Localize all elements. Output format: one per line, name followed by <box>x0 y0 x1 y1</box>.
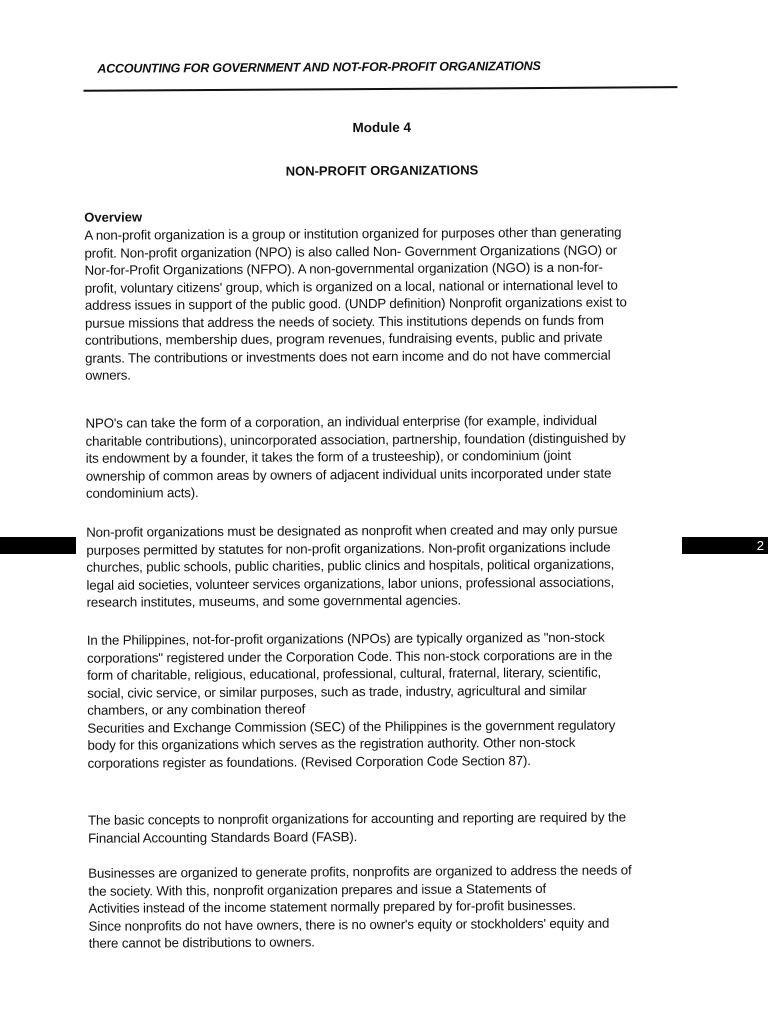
paragraph-definition <box>84 223 681 384</box>
text-line: Businesses are organized to generate profits, nonprofits are organized to address the needs of <box>88 862 632 881</box>
text-line: corporations register as foundations. (Revised Corporation Code Section 87). <box>87 752 531 771</box>
paragraph-fasb <box>88 808 684 847</box>
text-line: churches, public schools, public charities, public clinics and hospitals, political organizations, <box>86 556 615 575</box>
paragraph-forms <box>85 411 682 502</box>
text-line: address issues in support of the public good. (UNDP definition) Nonprofit organizations exist to <box>84 294 627 313</box>
text-line: social, civic service, or similar purposes, such as trade, industry, agricultural and similar <box>87 682 587 701</box>
text-line: Non-profit organizations must be designated as nonprofit when created and may only pursue <box>86 521 618 540</box>
text-line: NPO's can take the form of a corporation, an individual enterprise (for example, individual <box>85 412 597 431</box>
running-header: ACCOUNTING FOR GOVERNMENT AND NOT-FOR-PROFIT ORGANIZATIONS <box>97 59 541 76</box>
text-line: there cannot be distributions to owners. <box>88 934 315 951</box>
page-indicator-bar-left <box>0 537 76 554</box>
text-line: A non-profit organization is a group or institution organized for purposes other than generating <box>84 224 622 243</box>
text-line: Nor-for-Profit Organizations (NFPO). A non-governmental organization (NGO) is a non-for- <box>84 259 603 278</box>
text-line: Since nonprofits do not have owners, there is no owner's equity or stockholders' equity and <box>88 915 610 934</box>
page-title: NON-PROFIT ORGANIZATIONS <box>285 162 479 179</box>
text-line: corporations" registered under the Corporation Code. This non-stock corporations are in the <box>86 647 613 666</box>
text-line: Activities instead of the income statement normally prepared by for-profit businesses. <box>88 897 576 916</box>
text-line: the society. With this, nonprofit organization prepares and issue a Statements of <box>88 880 547 899</box>
text-line: legal aid societies, volunteer services organizations, labor unions, professional associations, <box>86 574 615 593</box>
text-line: The basic concepts to nonprofit organizations for accounting and reporting are required by the <box>87 809 627 828</box>
text-line: profit, voluntary citizens' group, which is organized on a local, national or international level to <box>84 277 618 296</box>
text-line: In the Philippines, not-for-profit organizations (NPOs) are typically organized as "non-stock <box>86 629 605 648</box>
text-line: contributions, membership dues, program revenues, fundraising events, public and private <box>84 329 603 348</box>
text-line: Securities and Exchange Commission (SEC) of the Philippines is the government regulatory <box>87 717 616 736</box>
text-line: body for this organizations which serves as the registration authority. Other non-stock <box>87 734 576 753</box>
text-line: owners. <box>85 367 131 383</box>
text-line: form of charitable, religious, educational, professional, cultural, fraternal, literary, scientific, <box>87 664 602 683</box>
text-line: research institutes, museums, and some governmental agencies. <box>86 592 462 610</box>
paragraph-statements <box>88 861 685 952</box>
text-line: ownership of common areas by owners of adjacent individual units incorporated under state <box>85 465 612 484</box>
page-indicator-bar-right <box>682 537 768 554</box>
paragraph-designation <box>86 520 683 611</box>
text-line: chambers, or any combination thereof <box>87 701 306 718</box>
text-line: Financial Accounting Standards Board (FASB). <box>88 828 358 846</box>
text-line: condominium acts). <box>85 485 199 501</box>
text-line: charitable contributions), unincorporated association, partnership, foundation (distinguished by <box>85 429 626 449</box>
text-line: its endowment by a founder, it takes the form of a trusteeship), or condominium (joint <box>85 447 572 466</box>
text-line: grants. The contributions or investments does not earn income and do not have commercial <box>85 347 611 366</box>
text-line: pursue missions that address the needs of society. This institutions depends on funds from <box>84 312 604 331</box>
overview-heading: Overview <box>84 209 143 225</box>
module-label: Module 4 <box>352 119 412 136</box>
text-line: profit. Non-profit organization (NPO) is also called Non- Government Organizations (NGO) or <box>84 242 618 261</box>
page-number: 2 <box>756 538 764 553</box>
text-line: purposes permitted by statutes for non-profit organizations. Non-profit organizations include <box>86 539 611 558</box>
header-rule <box>83 86 677 92</box>
paragraph-philippines <box>87 628 684 772</box>
